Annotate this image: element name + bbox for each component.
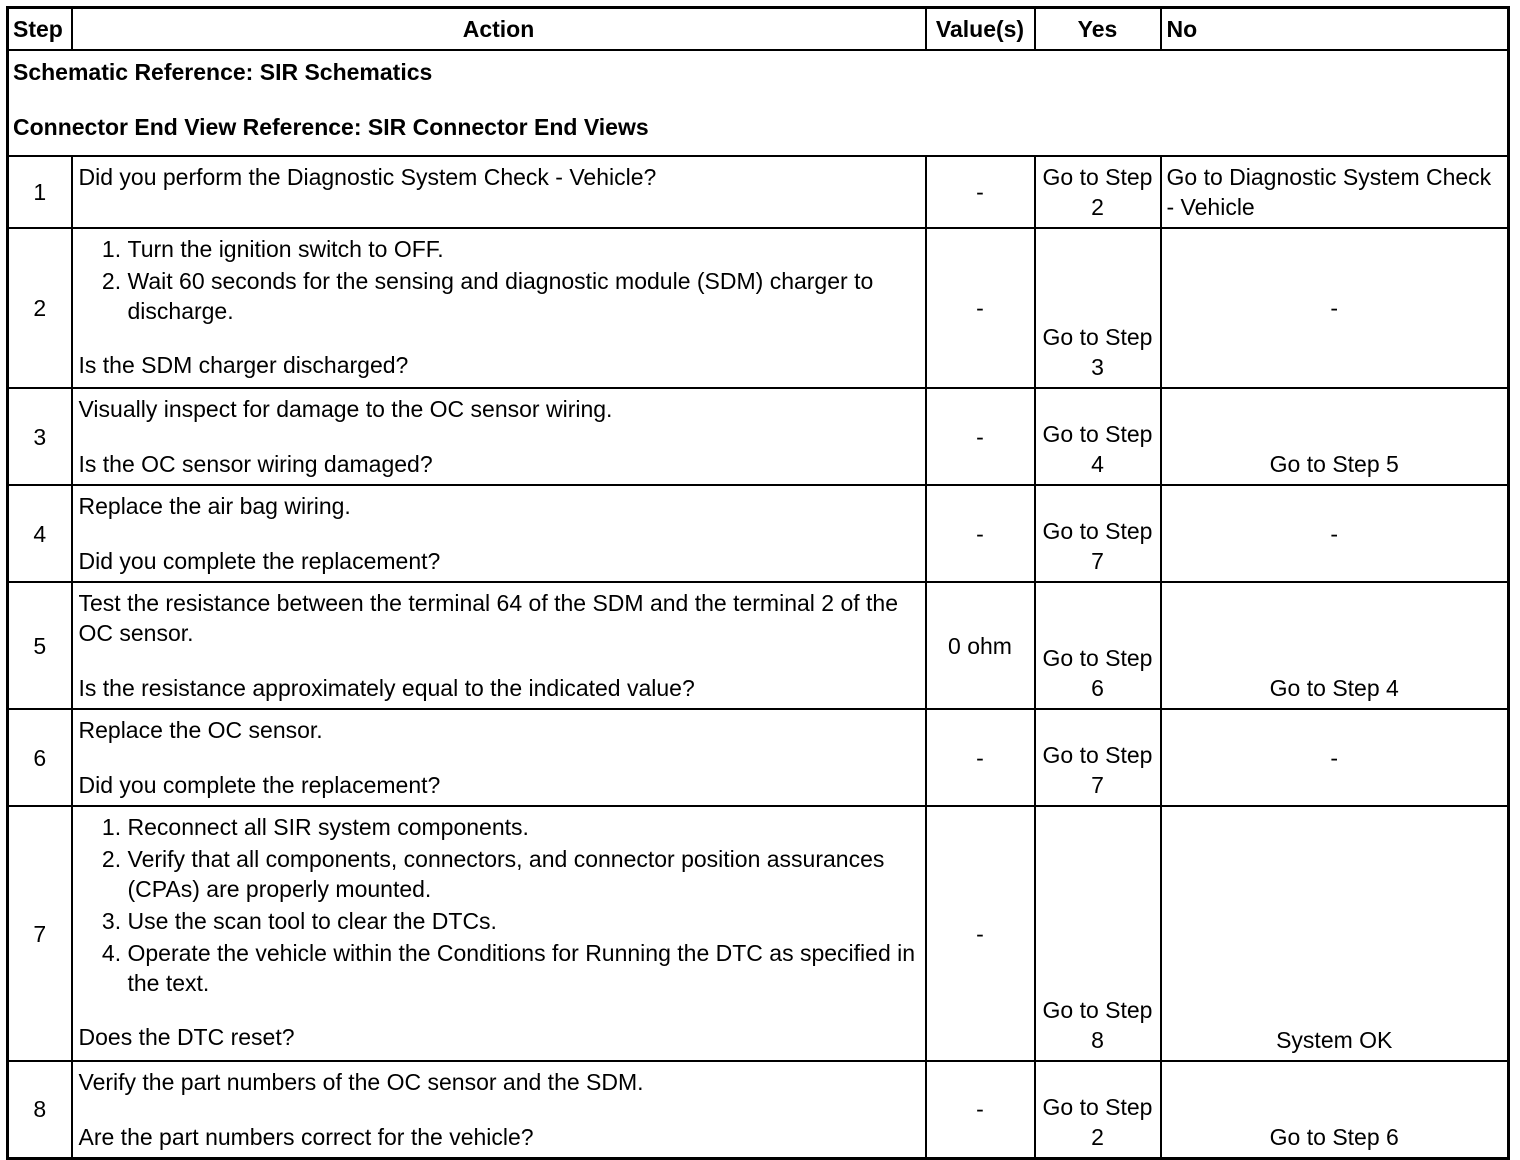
action-cell: [72, 709, 926, 806]
action-list: [79, 812, 917, 998]
action-cell: [72, 806, 926, 1061]
value-cell: -: [926, 156, 1035, 228]
table-row: [8, 709, 1509, 806]
action-question: Is the OC sensor wiring damaged?: [78, 451, 433, 477]
schematic-reference: Schematic Reference: SIR Schematics: [13, 59, 433, 85]
action-text: Replace the OC sensor.: [78, 717, 323, 743]
no-cell: -: [1161, 709, 1509, 806]
list-item: 2. Wait 60 seconds for the sensing and diagnostic module (SDM) charger to discharge.: [128, 266, 917, 326]
action-text: Did you perform the Diagnostic System Check - Vehicle?: [78, 164, 657, 190]
value-cell: -: [926, 485, 1035, 582]
table-row: [8, 806, 1509, 1061]
action-text: Replace the air bag wiring.: [78, 493, 351, 519]
header-values: Value(s): [926, 8, 1035, 51]
list-item: 1. Turn the ignition switch to OFF.: [128, 234, 917, 264]
table-row: [8, 228, 1509, 388]
yes-cell: Go to Step 8: [1035, 806, 1161, 1061]
yes-cell: Go to Step 3: [1035, 228, 1161, 388]
action-question: Are the part numbers correct for the vehicle?: [78, 1124, 534, 1150]
step-number: 7: [8, 806, 72, 1061]
action-list: [79, 234, 917, 326]
step-number: 1: [8, 156, 72, 228]
action-question: Is the SDM charger discharged?: [78, 352, 409, 378]
no-cell: Go to Step 6: [1161, 1061, 1509, 1158]
action-question: Did you complete the replacement?: [78, 772, 441, 798]
action-text: Test the resistance between the terminal 64 of the SDM and the terminal 2 of the OC sensor.: [78, 590, 899, 646]
list-item: 3. Use the scan tool to clear the DTCs.: [128, 906, 917, 936]
connector-reference: Connector End View Reference: SIR Connector End Views: [13, 114, 649, 140]
header-step: Step: [8, 8, 72, 51]
table-row: [8, 156, 1509, 228]
action-question: Does the DTC reset?: [78, 1024, 295, 1050]
list-item: 4. Operate the vehicle within the Conditions for Running the DTC as specified in the text.: [128, 938, 917, 998]
action-question: Did you complete the replacement?: [78, 548, 441, 574]
table-row: [8, 582, 1509, 709]
reference-cell: [8, 50, 1509, 156]
action-cell: [72, 156, 926, 228]
value-cell: -: [926, 1061, 1035, 1158]
yes-cell: Go to Step 2: [1035, 156, 1161, 228]
step-number: 2: [8, 228, 72, 388]
yes-cell: Go to Step 4: [1035, 388, 1161, 485]
no-cell: Go to Step 4: [1161, 582, 1509, 709]
yes-cell: Go to Step 7: [1035, 485, 1161, 582]
step-number: 4: [8, 485, 72, 582]
action-text: Verify the part numbers of the OC sensor and the SDM.: [78, 1069, 644, 1095]
action-text: Visually inspect for damage to the OC sensor wiring.: [78, 396, 613, 422]
list-item: 1. Reconnect all SIR system components.: [128, 812, 917, 842]
value-cell: 0 ohm: [926, 582, 1035, 709]
action-question: Is the resistance approximately equal to the indicated value?: [78, 675, 695, 701]
header-row: [8, 8, 1509, 51]
no-cell: -: [1161, 485, 1509, 582]
no-cell: -: [1161, 228, 1509, 388]
value-cell: -: [926, 709, 1035, 806]
header-yes: Yes: [1035, 8, 1161, 51]
action-cell: [72, 1061, 926, 1158]
step-number: 5: [8, 582, 72, 709]
action-cell: [72, 582, 926, 709]
table-row: [8, 485, 1509, 582]
reference-row: [8, 50, 1509, 156]
yes-cell: Go to Step 7: [1035, 709, 1161, 806]
step-number: 3: [8, 388, 72, 485]
step-number: 6: [8, 709, 72, 806]
table-row: [8, 388, 1509, 485]
value-cell: -: [926, 806, 1035, 1061]
yes-cell: Go to Step 6: [1035, 582, 1161, 709]
action-cell: [72, 388, 926, 485]
action-cell: [72, 485, 926, 582]
diagnostic-table: [6, 6, 1510, 1160]
value-cell: -: [926, 388, 1035, 485]
no-cell: Go to Step 5: [1161, 388, 1509, 485]
step-number: 8: [8, 1061, 72, 1158]
table-row: [8, 1061, 1509, 1158]
header-action: Action: [72, 8, 926, 51]
action-cell: [72, 228, 926, 388]
yes-cell: Go to Step 2: [1035, 1061, 1161, 1158]
no-cell: System OK: [1161, 806, 1509, 1061]
no-cell: Go to Diagnostic System Check - Vehicle: [1161, 156, 1509, 228]
value-cell: -: [926, 228, 1035, 388]
header-no: No: [1161, 8, 1509, 51]
list-item: 2. Verify that all components, connectors, and connector position assurances (CPAs) are properly mounted.: [128, 844, 917, 904]
